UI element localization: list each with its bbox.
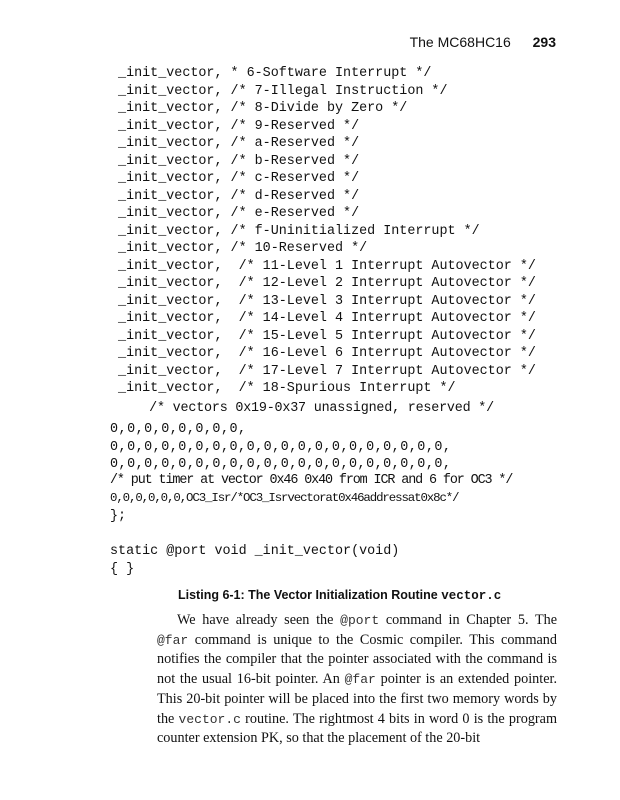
inline-code: @far [157,632,189,648]
code-line: _init_vector, /* 11-Level 1 Interrupt Autovector */ [110,258,536,274]
para-text: routine. The rightmost 4 bits in word 0 is the program counter extension PK, so that the placement of the 20-bit [157,710,557,747]
code-line: _init_vector, /* 15-Level 5 Interrupt Autovector */ [110,328,536,344]
para-text: pointer is an extended pointer. This 20-bit pointer will be placed into the first two memory words by the [157,671,557,727]
code-line: _init_vector, /* a-Reserved */ [110,136,360,151]
code-line: /* put timer at vector 0x46 0x40 from ICR and 6 for OC3 */ [110,473,513,488]
page-header [0,34,556,50]
code-line: _init_vector, /* c-Reserved */ [110,171,360,186]
inline-code: @far [344,672,376,688]
code-line: _init_vector, /* b-Reserved */ [110,153,360,169]
code-line: _init_vector, /* 16-Level 6 Interrupt Autovector */ [110,346,536,361]
para-text: command in Chapter 5. The [379,612,557,628]
code-line: _init_vector, * 6-Software Interrupt */ [110,66,432,81]
code-line: 0,0,0,0,0,0,0,0,0,0,0,0,0,0,0,0,0,0,0,0, [110,457,452,472]
para-text: We have already seen the [177,612,341,628]
code-line: _init_vector, /* 13-Level 3 Interrupt Autovector */ [110,293,536,309]
inline-code: vector.c [178,711,241,727]
code-line: _init_vector, /* f-Uninitialized Interrupt */ [110,223,480,239]
code-line: 0,0,0,0,0,0,0,0, [110,422,247,437]
body-paragraph [157,611,557,749]
code-line: }; [110,509,127,524]
code-line: { } [110,561,135,577]
para-text: command is unique to the Cosmic compiler. This command notifies the compiler that the pointer associated with the command is not the usual 16-bit pointer. An [157,631,557,688]
code-line: _init_vector, /* 9-Reserved */ [110,118,360,134]
page-number: 293 [532,34,556,50]
caption-label: Listing 6-1: The Vector Initialization Routine [178,588,438,602]
code-line: 0,0,0,0,0,0,OC3_Isr/*OC3_Isrvectorat0x46addressat0x8c*/ [110,491,459,505]
code-line: _init_vector, /* 8-Divide by Zero */ [110,101,408,116]
listing-caption [178,588,501,603]
code-line: /* vectors 0x19-0x37 unassigned, reserved */ [110,401,494,416]
code-line: _init_vector, /* 10-Reserved */ [110,241,368,256]
code-line: _init_vector, /* 7-Illegal Instruction */ [110,83,448,99]
code-line: _init_vector, /* d-Reserved */ [110,188,360,204]
code-line: 0,0,0,0,0,0,0,0,0,0,0,0,0,0,0,0,0,0,0,0, [110,439,452,455]
code-line: _init_vector, /* 17-Level 7 Interrupt Autovector */ [110,363,536,379]
code-line: static @port void _init_vector(void) [110,544,400,559]
caption-filename: vector.c [441,589,502,603]
code-line: _init_vector, /* 14-Level 4 Interrupt Autovector */ [110,311,536,326]
code-line: _init_vector, /* 12-Level 2 Interrupt Autovector */ [110,276,536,291]
running-title: The MC68HC16 [409,34,511,50]
inline-code: @port [340,613,380,628]
code-line: _init_vector, /* 18-Spurious Interrupt */ [110,381,456,396]
code-line: _init_vector, /* e-Reserved */ [110,206,360,221]
